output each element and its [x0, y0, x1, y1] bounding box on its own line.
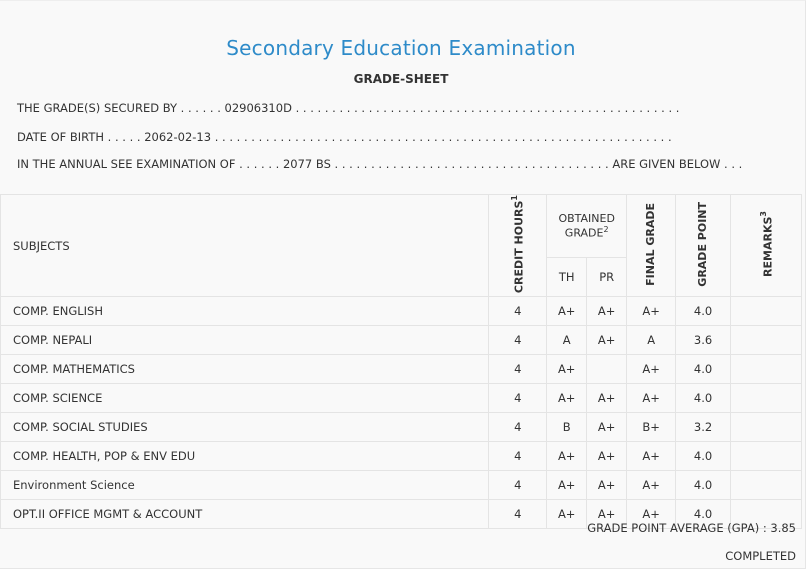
remarks-cell: [731, 413, 802, 442]
obtained-grade-header: OBTAINED GRADE$^2$: [547, 195, 627, 258]
pr-grade-cell: A+: [587, 442, 627, 471]
grades-table: [0, 194, 802, 529]
th-grade-cell: A: [547, 326, 587, 355]
credit-hours-header: CREDIT HOURS$^1$: [489, 195, 547, 297]
th-grade-cell: A+: [547, 355, 587, 384]
subject-cell: COMP. NEPALI: [1, 326, 489, 355]
completion-status: COMPLETED: [725, 549, 796, 563]
gpa-summary: GRADE POINT AVERAGE (GPA) : 3.85: [587, 521, 796, 535]
subject-cell: COMP. SOCIAL STUDIES: [1, 413, 489, 442]
subject-cell: Environment Science: [1, 471, 489, 500]
grade-point-cell: 4.0: [676, 442, 731, 471]
subject-cell: COMP. MATHEMATICS: [1, 355, 489, 384]
pr-grade-cell: A+: [587, 500, 627, 529]
remarks-cell: [731, 326, 802, 355]
credit-hours-cell: 4: [489, 384, 547, 413]
grade-point-header: GRADE POINT: [676, 195, 731, 297]
pr-grade-cell: A+: [587, 297, 627, 326]
remarks-cell: [731, 297, 802, 326]
th-grade-cell: A+: [547, 297, 587, 326]
credit-hours-cell: 4: [489, 297, 547, 326]
final-grade-header: FINAL GRADE: [627, 195, 676, 297]
date-of-birth-line: DATE OF BIRTH . . . . . 2062-02-13 . . . . . . . . . . . . . . . . . . . . . . . . . . . . . . . . . . . . . . . . . . . . . . . . . . . . . . . . . . . . . . .: [17, 130, 672, 144]
credit-hours-cell: 4: [489, 500, 547, 529]
table-row: [1, 384, 802, 413]
remarks-cell: [731, 384, 802, 413]
final-grade-cell: A+: [627, 442, 676, 471]
th-grade-cell: A+: [547, 442, 587, 471]
final-grade-cell: A+: [627, 355, 676, 384]
th-grade-cell: A+: [547, 384, 587, 413]
grade-sheet-heading: GRADE-SHEET: [353, 72, 449, 86]
table-row: [1, 297, 802, 326]
subjects-header: SUBJECTS: [1, 195, 489, 297]
final-grade-cell: A+: [627, 471, 676, 500]
subject-cell: OPT.II OFFICE MGMT & ACCOUNT: [1, 500, 489, 529]
remarks-cell: [731, 471, 802, 500]
grade-point-cell: 4.0: [676, 297, 731, 326]
table-row: [1, 355, 802, 384]
secured-by-line: THE GRADE(S) SECURED BY . . . . . . 02906310D . . . . . . . . . . . . . . . . . . . . . . . . . . . . . . . . . . . . . . . . . . . . . . . . . . . . .: [17, 101, 680, 115]
th-grade-cell: B: [547, 413, 587, 442]
credit-hours-cell: 4: [489, 442, 547, 471]
final-grade-cell: A: [627, 326, 676, 355]
credit-hours-cell: 4: [489, 326, 547, 355]
page-title: Secondary Education Examination: [226, 36, 576, 60]
pr-header: PR: [587, 258, 627, 297]
grade-point-cell: 3.6: [676, 326, 731, 355]
remarks-cell: [731, 442, 802, 471]
th-grade-cell: A+: [547, 471, 587, 500]
credit-hours-cell: 4: [489, 413, 547, 442]
table-row: [1, 471, 802, 500]
th-grade-cell: A+: [547, 500, 587, 529]
grade-point-cell: 4.0: [676, 500, 731, 529]
remarks-cell: [731, 355, 802, 384]
final-grade-cell: A+: [627, 500, 676, 529]
grade-point-cell: 4.0: [676, 471, 731, 500]
pr-grade-cell: A+: [587, 326, 627, 355]
grade-point-cell: 3.2: [676, 413, 731, 442]
exam-line: IN THE ANNUAL SEE EXAMINATION OF . . . . . . 2077 BS . . . . . . . . . . . . . . . . . . . . . . . . . . . . . . . . . . . . . . ARE GIVEN BELOW . . .: [17, 157, 743, 171]
credit-hours-cell: 4: [489, 355, 547, 384]
table-row: [1, 413, 802, 442]
pr-grade-cell: A+: [587, 413, 627, 442]
subject-cell: COMP. SCIENCE: [1, 384, 489, 413]
th-header: TH: [547, 258, 587, 297]
grade-point-cell: 4.0: [676, 384, 731, 413]
subject-cell: COMP. ENGLISH: [1, 297, 489, 326]
final-grade-cell: A+: [627, 297, 676, 326]
remarks-header: REMARKS$^3$: [731, 195, 802, 297]
pr-grade-cell: A+: [587, 471, 627, 500]
table-row: [1, 326, 802, 355]
grade-point-cell: 4.0: [676, 355, 731, 384]
pr-grade-cell: A+: [587, 384, 627, 413]
table-row: [1, 442, 802, 471]
subject-cell: COMP. HEALTH, POP & ENV EDU: [1, 442, 489, 471]
final-grade-cell: A+: [627, 384, 676, 413]
final-grade-cell: B+: [627, 413, 676, 442]
pr-grade-cell: [587, 355, 627, 384]
credit-hours-cell: 4: [489, 471, 547, 500]
